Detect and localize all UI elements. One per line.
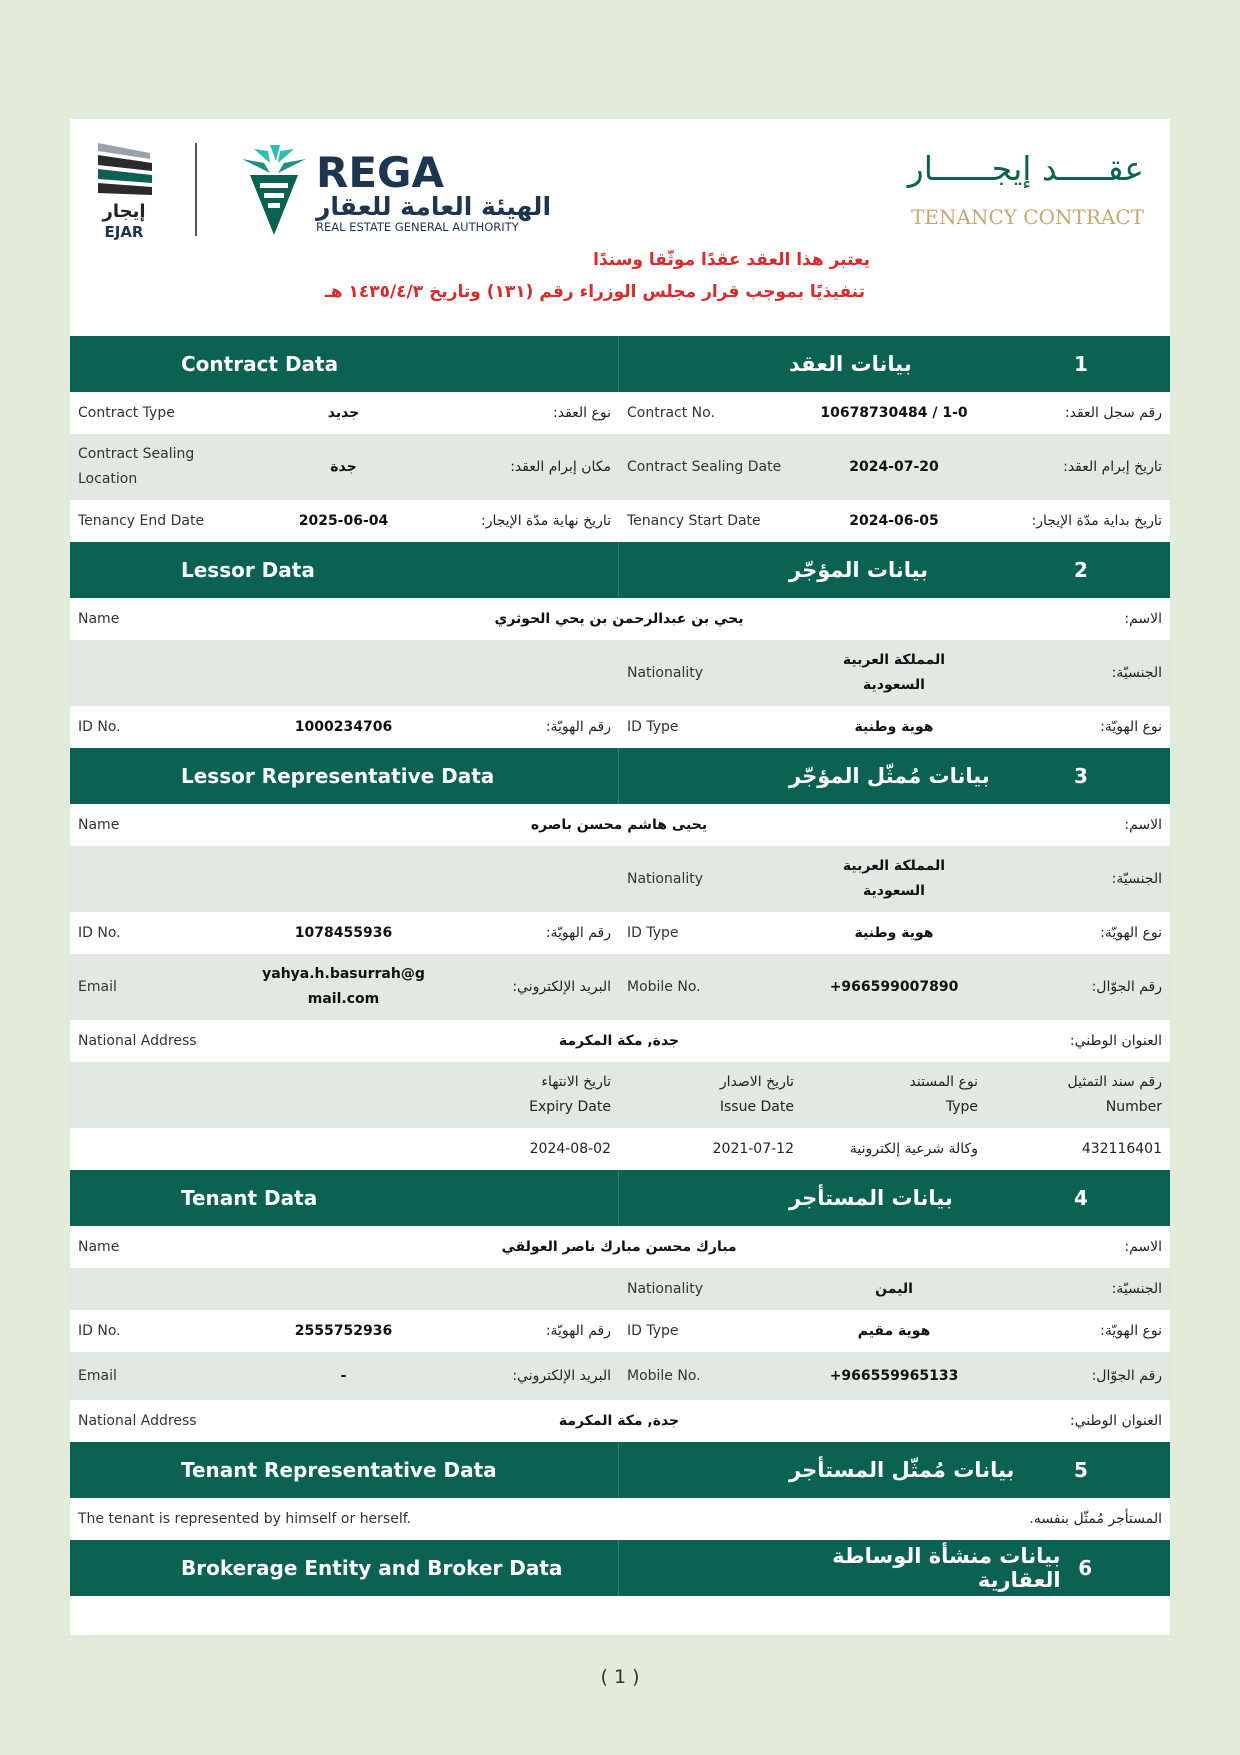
label-ar: رقم الهويّة: (545, 718, 611, 735)
label-ar: الاسم: (1124, 1238, 1163, 1255)
section-title-ar-block (619, 1170, 1170, 1226)
value: yahya.h.basurrah@gmail.com (252, 954, 435, 1020)
svg-text:EJAR: EJAR (104, 223, 144, 241)
section-title-ar-block (619, 1442, 1170, 1498)
label-en: Contract Type (78, 404, 175, 421)
label-ar: تاريخ نهاية مدّة الإيجار: (481, 512, 611, 529)
section-title-ar: بيانات مُمثّل المؤجّر (789, 764, 990, 788)
legal-notice-line1: يعتبر هذا العقد عقدًا موثّقا وسندًا (593, 250, 870, 270)
title-arabic: عقـــــد إيجــــــار (907, 149, 1144, 188)
label-ar: مكان إبرام العقد: (435, 434, 619, 500)
page-number: ( 1 ) (600, 1666, 640, 1688)
label-ar: نوع المستند (909, 1074, 978, 1090)
value: 1000234706 (294, 718, 393, 735)
section-header-brokerage (70, 1540, 1170, 1596)
label-en: Issue Date (719, 1099, 794, 1115)
label-en: Tenancy End Date (78, 512, 205, 529)
table-row (70, 640, 1170, 706)
table-row (70, 1400, 1170, 1442)
table-row (70, 706, 1170, 748)
table-row (70, 1062, 1170, 1128)
label-en: Expiry Date (529, 1099, 611, 1115)
value: مبارك محسن مبارك ناصر العولقي (501, 1238, 737, 1255)
empty-cell (70, 846, 252, 912)
table-row (70, 1268, 1170, 1310)
label-en: Name (78, 1238, 120, 1255)
label-ar: نوع العقد: (553, 404, 611, 421)
label-en: Name (78, 816, 120, 833)
section-title-ar: بيانات العقد (789, 352, 912, 376)
label-en: ID Type (627, 718, 679, 735)
label-en: Nationality (619, 1268, 802, 1310)
section-header-lessor-rep (70, 748, 1170, 804)
table-row (70, 500, 1170, 542)
title-english: TENANCY CONTRACT (911, 205, 1144, 229)
empty-cell (70, 1268, 252, 1310)
empty-cell (70, 1062, 252, 1128)
empty-cell (435, 846, 619, 912)
value: 2024-07-20 (802, 434, 986, 500)
section-number: 6 (1078, 1556, 1093, 1580)
label-ar: الاسم: (1124, 610, 1163, 627)
section-title-en: Tenant Representative Data (70, 1442, 619, 1498)
table-row (70, 912, 1170, 954)
section-title-ar: بيانات المؤجّر (789, 558, 929, 582)
label-ar: تاريخ الانتهاء (541, 1074, 611, 1090)
section-title-ar-block (619, 1540, 1170, 1596)
section-title-en: Contract Data (70, 336, 619, 392)
section-title-ar-block (619, 542, 1170, 598)
empty-cell (70, 640, 252, 706)
value: جديد (327, 404, 360, 421)
table-row (70, 1352, 1170, 1400)
label-en: ID No. (78, 1322, 121, 1339)
empty-cell (252, 1128, 435, 1170)
table-row (70, 1310, 1170, 1352)
lessor-table (70, 598, 1170, 748)
value: 2024-06-05 (849, 512, 939, 529)
doc-type-header (802, 1062, 986, 1128)
value: جدة, مكة المكرمة (558, 1032, 680, 1049)
rega-logo (240, 143, 570, 238)
label-ar: البريد الإلكتروني: (435, 1352, 619, 1400)
doc-expiry-header (435, 1062, 619, 1128)
svg-text:REGA: REGA (316, 148, 445, 197)
section-title-en: Brokerage Entity and Broker Data (70, 1540, 619, 1596)
label-ar: الجنسيّة: (986, 640, 1170, 706)
label-ar: الجنسيّة: (986, 1268, 1170, 1310)
contract-table (70, 392, 1170, 542)
label-ar: رقم الجوّال: (986, 1352, 1170, 1400)
label-ar: تاريخ إبرام العقد: (986, 434, 1170, 500)
value: جدة, مكة المكرمة (558, 1412, 680, 1429)
section-title-en: Tenant Data (70, 1170, 619, 1226)
value: يحيى هاشم محسن باصره (530, 816, 708, 833)
label-en: Number (1105, 1099, 1162, 1115)
table-row (70, 1498, 1170, 1540)
value: +966599007890 (802, 954, 986, 1020)
table-row (70, 846, 1170, 912)
label-en: Type (945, 1099, 978, 1115)
label-en: ID Type (627, 1322, 679, 1339)
table-row (70, 392, 1170, 434)
value: 2025-06-04 (298, 512, 389, 529)
tenant-table (70, 1226, 1170, 1442)
section-header-tenant (70, 1170, 1170, 1226)
table-row (70, 434, 1170, 500)
value: اليمن (802, 1268, 986, 1310)
label-en: Nationality (619, 640, 802, 706)
label-en: ID Type (627, 924, 679, 941)
tenant-rep-note-ar: المستأجر مُمثّل بنفسه. (1029, 1510, 1162, 1527)
value: 1078455936 (294, 924, 393, 941)
value: يحي بن عبدالرحمن بن يحي الحوثري (494, 610, 744, 627)
label-ar: رقم الهويّة: (545, 924, 611, 941)
label-en: Email (70, 954, 252, 1020)
label-ar: العنوان الوطني: (1069, 1032, 1162, 1049)
label-ar: نوع الهويّة: (1100, 718, 1163, 735)
section-title-ar-block (619, 748, 1170, 804)
ejar-logo (94, 141, 164, 241)
lessor-rep-table (70, 804, 1170, 1170)
label-ar: تاريخ الاصدار (719, 1074, 794, 1090)
empty-cell (435, 1268, 619, 1310)
section-number: 2 (1074, 558, 1088, 582)
svg-text:إيجار: إيجار (102, 201, 146, 222)
doc-expiry-value: 2024-08-02 (529, 1140, 611, 1157)
tenant-rep-note-en: The tenant is represented by himself or herself. (78, 1510, 412, 1527)
doc-number-value: 432116401 (1081, 1140, 1162, 1157)
contract-page (70, 119, 1170, 1635)
label-en: Contract Sealing Location (70, 434, 252, 500)
empty-cell (252, 640, 435, 706)
value: 10678730484 / 1-0 (820, 404, 968, 421)
empty-cell (435, 640, 619, 706)
doc-issue-header (619, 1062, 802, 1128)
label-en: Nationality (619, 846, 802, 912)
value: هوية وطنية (854, 718, 934, 735)
section-number: 4 (1074, 1186, 1088, 1210)
svg-text:REAL ESTATE GENERAL AUTHORITY: REAL ESTATE GENERAL AUTHORITY (316, 220, 519, 234)
doc-type-value: وكالة شرعية إلكترونية (849, 1140, 978, 1157)
section-header-contract (70, 336, 1170, 392)
label-ar: رقم الهويّة: (545, 1322, 611, 1339)
value: +966559965133 (802, 1352, 986, 1400)
label-ar: رقم سجل العقد: (1064, 404, 1162, 421)
section-title-en: Lessor Data (70, 542, 619, 598)
label-en: ID No. (78, 924, 121, 941)
value: - (252, 1352, 435, 1400)
value: المملكة العربية السعودية (802, 640, 986, 706)
section-title-ar: بيانات مُمثّل المستأجر (789, 1458, 1015, 1482)
label-en: Contract Sealing Date (619, 434, 802, 500)
empty-cell (70, 1128, 252, 1170)
doc-number-header (986, 1062, 1170, 1128)
label-ar: نوع الهويّة: (1100, 1322, 1163, 1339)
label-en: Mobile No. (619, 954, 802, 1020)
table-row (70, 1226, 1170, 1268)
label-en: National Address (78, 1032, 197, 1049)
label-en: Contract No. (627, 404, 715, 421)
label-ar: نوع الهويّة: (1100, 924, 1162, 941)
legal-notice-line2: تنفيذيًا بموجب قرار مجلس الوزراء رقم (١٣١) وتاريخ ١٤٣٥/٤/٣ هـ (324, 282, 865, 302)
table-row (70, 1128, 1170, 1170)
table-row (70, 954, 1170, 1020)
value: 2555752936 (294, 1322, 393, 1339)
table-row (70, 804, 1170, 846)
label-ar: رقم الجوّال: (986, 954, 1170, 1020)
section-number: 3 (1074, 764, 1088, 788)
document-header (70, 119, 1170, 336)
label-en: Name (78, 610, 120, 627)
label-ar: الجنسيّة: (986, 846, 1170, 912)
label-ar: تاريخ بداية مدّة الإيجار: (1031, 512, 1162, 529)
table-row (70, 1020, 1170, 1062)
section-title-ar: بيانات المستأجر (789, 1186, 953, 1210)
empty-cell (252, 1062, 435, 1128)
empty-cell (252, 846, 435, 912)
value: المملكة العربية السعودية (802, 846, 986, 912)
section-header-tenant-rep (70, 1442, 1170, 1498)
value: جدة (252, 434, 435, 500)
value: هوية مقيم (857, 1322, 931, 1339)
svg-text:الهيئة العامة للعقار: الهيئة العامة للعقار (316, 192, 552, 221)
logo-divider (195, 143, 197, 236)
section-header-lessor (70, 542, 1170, 598)
value: هوية وطنية (854, 924, 934, 941)
table-row (70, 598, 1170, 640)
label-ar: العنوان الوطني: (1069, 1412, 1163, 1429)
section-number: 5 (1074, 1458, 1088, 1482)
label-en: Tenancy Start Date (627, 512, 761, 529)
label-en: Mobile No. (619, 1352, 802, 1400)
label-en: Email (70, 1352, 252, 1400)
doc-issue-value: 2021-07-12 (712, 1140, 794, 1157)
section-title-ar-block (619, 336, 1170, 392)
empty-cell (252, 1268, 435, 1310)
label-ar: الاسم: (1124, 816, 1162, 833)
label-en: National Address (78, 1412, 197, 1429)
tenant-rep-table (70, 1498, 1170, 1540)
label-ar: رقم سند التمثيل (1067, 1074, 1162, 1090)
section-title-ar: بيانات منشأة الوساطة العقارية (832, 1544, 1061, 1592)
label-en: ID No. (78, 718, 121, 735)
section-number: 1 (1074, 352, 1088, 376)
label-ar: البريد الإلكتروني: (435, 954, 619, 1020)
section-title-en: Lessor Representative Data (70, 748, 619, 804)
